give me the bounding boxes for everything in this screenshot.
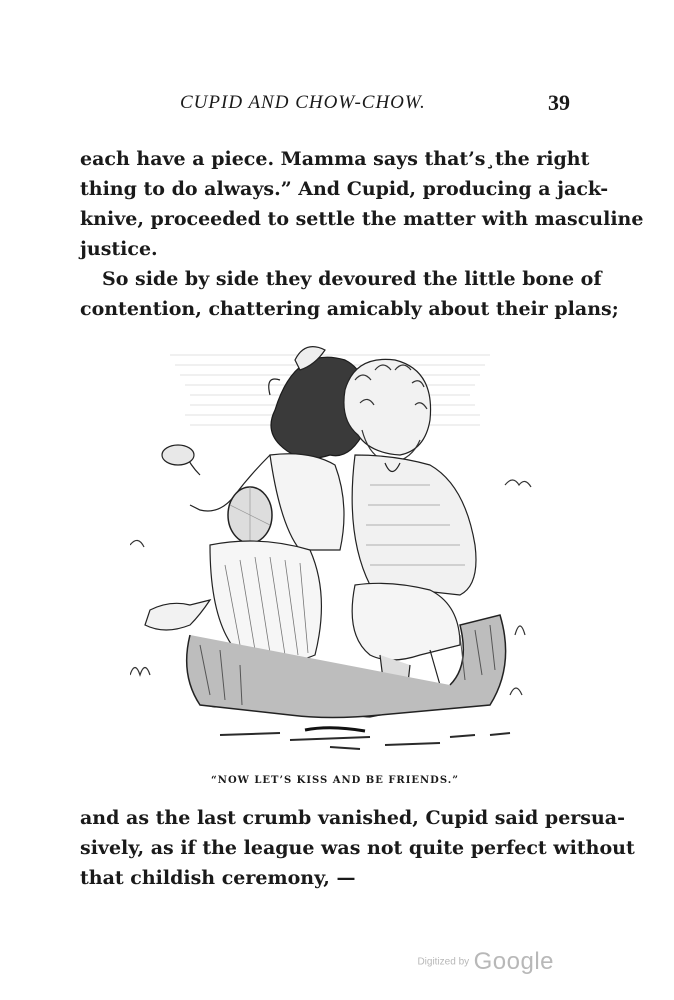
watermark-prefix: Digitized by [417, 956, 470, 968]
text-line: contention, chattering amicably about their plans; [80, 298, 619, 320]
digitized-watermark [417, 948, 554, 976]
text-line: that childish ceremony, — [80, 867, 356, 889]
engraving-illustration [130, 335, 540, 765]
text-line: thing to do always.” And Cupid, producing a jack- [80, 178, 609, 200]
paragraph-2 [80, 264, 619, 324]
text-line: sively, as if the league was not quite perfect without [80, 837, 635, 859]
illustration-caption: “NOW LET’S KISS AND BE FRIENDS.” [211, 775, 459, 786]
paragraph-1 [80, 144, 644, 264]
paragraph-3 [80, 803, 635, 893]
text-line: and as the last crumb vanished, Cupid said persua- [80, 807, 626, 829]
text-line: So side by side they devoured the little bone of [102, 268, 602, 290]
text-line: each have a piece. Mamma says that’s¸the right [80, 148, 590, 170]
watermark-brand: Google [473, 948, 554, 975]
page-header [160, 92, 570, 122]
children-engraving [130, 335, 540, 765]
page-number: 39 [548, 90, 570, 115]
text-line: knive, proceeded to settle the matter with masculine [80, 208, 644, 230]
running-title: CUPID AND CHOW-CHOW. [180, 92, 426, 113]
text-line: justice. [80, 238, 158, 260]
